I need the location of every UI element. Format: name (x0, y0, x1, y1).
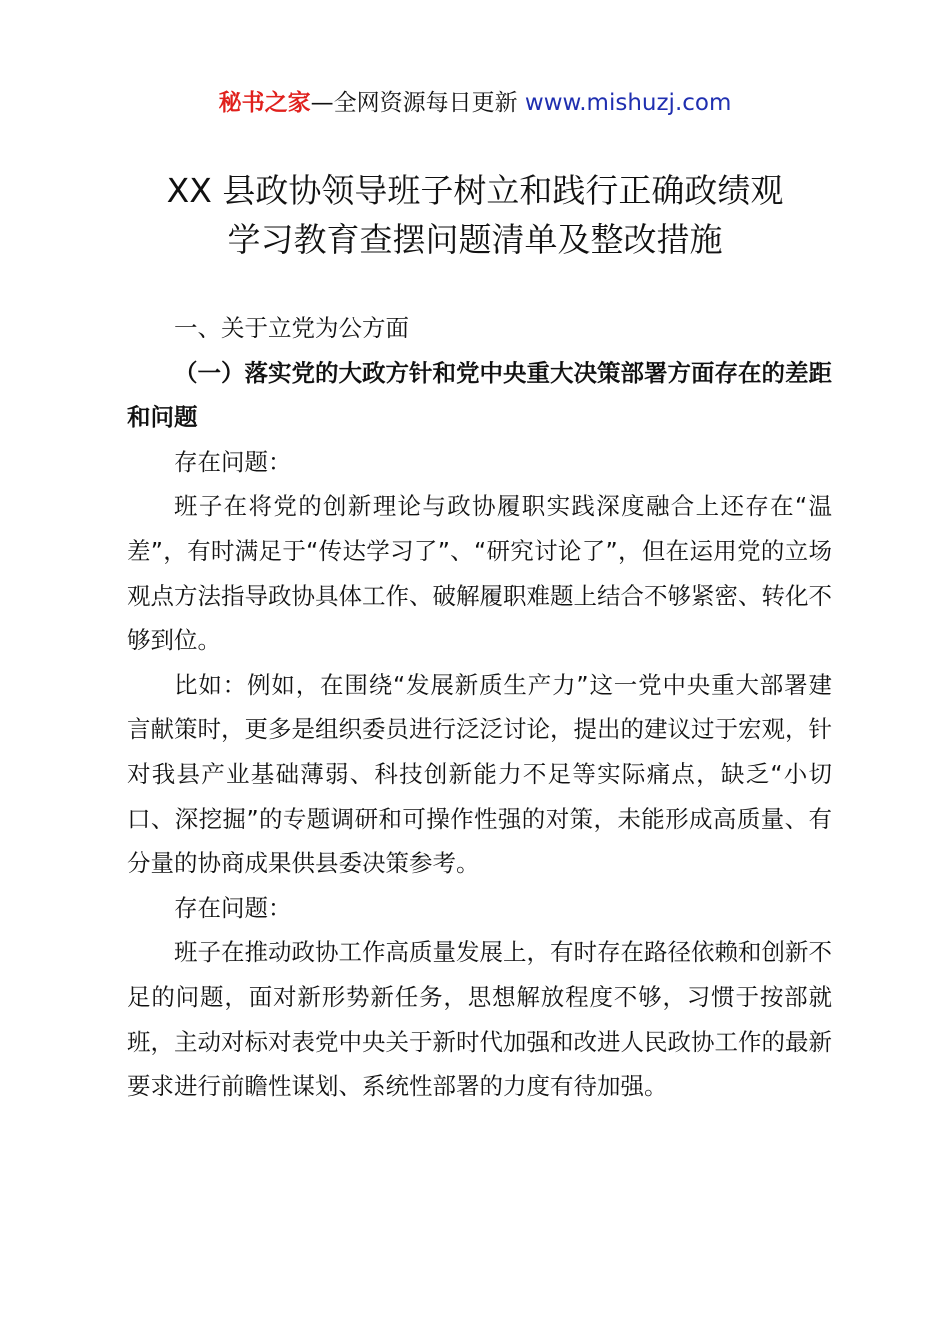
subsection-heading: （一）落实党的大政方针和党中央重大决策部署方面存在的差距和问题 (127, 358, 832, 432)
example-paragraph: 比如：例如，在围绕“发展新质生产力”这一党中央重大部署建言献策时，更多是组织委员进行泛泛讨论，提出的建议过于宏观，针对我县产业基础薄弱、科技创新能力不足等实际痛点，缺乏“小切口、深挖掘”的专题调研和可操作性强的对策，未能形成高质量、有分量的协商成果供县委决策参考。 (127, 670, 832, 878)
issue-paragraph: 班子在推动政协工作高质量发展上，有时存在路径依赖和创新不足的问题，面对新形势新任务，思想解放程度不够，习惯于按部就班，主动对标对表党中央关于新时代加强和改进人民政协工作的最新要求进行前瞻性谋划、系统性部署的力度有待加强。 (127, 938, 832, 1101)
site-brand: 秘书之家 (218, 90, 311, 116)
issue-label: 存在问题： (174, 893, 292, 922)
title-line-1: XX 县政协领导班子树立和践行正确政绩观 (166, 171, 784, 210)
document-body (127, 306, 832, 1109)
title-line-2: 学习教育查摆问题清单及整改措施 (227, 220, 723, 259)
site-tagline: —全网资源每日更新 (310, 90, 525, 116)
section-heading: 一、关于立党为公方面 (174, 314, 409, 342)
site-url-link[interactable]: www.mishuzj.com (524, 90, 732, 116)
issue-label: 存在问题： (174, 447, 292, 476)
issue-paragraph: 班子在将党的创新理论与政协履职实践深度融合上还存在“温差”，有时满足于“传达学习了”、“研究讨论了”，但在运用党的立场观点方法指导政协具体工作、破解履职难题上结合不够紧密、转化不够到位。 (127, 492, 832, 655)
site-header (0, 86, 950, 120)
document-title (0, 166, 950, 264)
